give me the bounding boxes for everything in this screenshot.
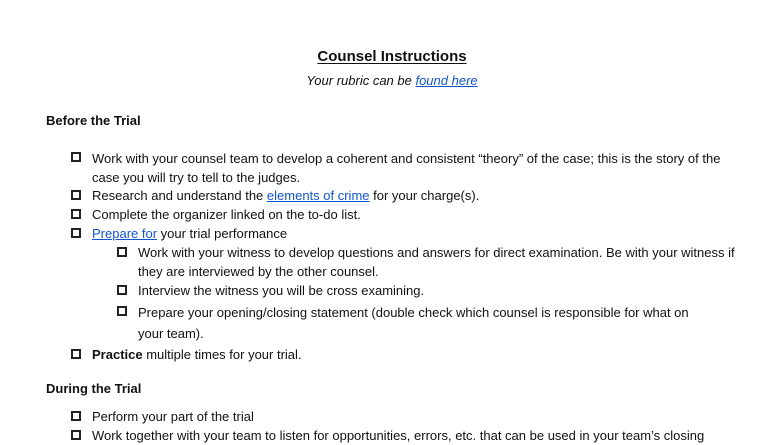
practice-bold: Practice <box>92 347 143 362</box>
list-item-organizer: Complete the organizer linked on the to-do list. <box>92 207 361 222</box>
rubric-line <box>0 73 784 88</box>
research-text-before: Research and understand the <box>92 188 267 203</box>
elements-of-crime-link[interactable]: elements of crime <box>266 188 370 203</box>
checkbox-practice[interactable] <box>71 349 81 359</box>
practice-text-after: multiple times for your trial. <box>142 347 302 362</box>
checkbox-research[interactable] <box>71 190 81 200</box>
checkbox-organizer[interactable] <box>71 209 81 219</box>
sub-item-direct-examination: Work with your witness to develop questions and answers for direct examination. Be with your witness if they are interviewed by the other counsel. <box>138 245 735 279</box>
rubric-link[interactable]: found here <box>415 73 478 88</box>
checkbox-direct-examination[interactable] <box>117 247 127 257</box>
section-heading-before-trial: Before the Trial <box>46 113 141 128</box>
list-item-practice <box>92 345 732 364</box>
research-text-after: for your charge(s). <box>369 188 480 203</box>
sub-item-opening-closing: Prepare your opening/closing statement (double check which counsel is responsible for what on your team). <box>138 305 689 341</box>
prepare-text-after: your trial performance <box>157 226 288 241</box>
checkbox-theory[interactable] <box>71 152 81 162</box>
document-title: Counsel Instructions <box>317 48 467 65</box>
rubric-text: Your rubric can be <box>306 73 416 88</box>
sub-item-interview-witness: Interview the witness you will be cross examining. <box>138 283 425 298</box>
list-item-research <box>92 186 732 205</box>
checkbox-opening-closing[interactable] <box>117 306 127 316</box>
list-item-theory: Work with your counsel team to develop a coherent and consistent “theory” of the case; this is the story of the case you will try to tell to the judges. <box>92 151 721 185</box>
list-item-work-together: Work together with your team to listen for opportunities, errors, etc. that can be used in your team’s closing <box>92 428 705 443</box>
list-item-prepare <box>92 224 732 243</box>
list-item-perform: Perform your part of the trial <box>92 409 254 424</box>
prepare-for-link[interactable]: Prepare for <box>92 226 158 241</box>
checkbox-interview-witness[interactable] <box>117 285 127 295</box>
checkbox-perform[interactable] <box>71 411 81 421</box>
section-heading-during-trial: During the Trial <box>46 381 142 396</box>
checkbox-prepare[interactable] <box>71 228 81 238</box>
checkbox-work-together[interactable] <box>71 430 81 440</box>
